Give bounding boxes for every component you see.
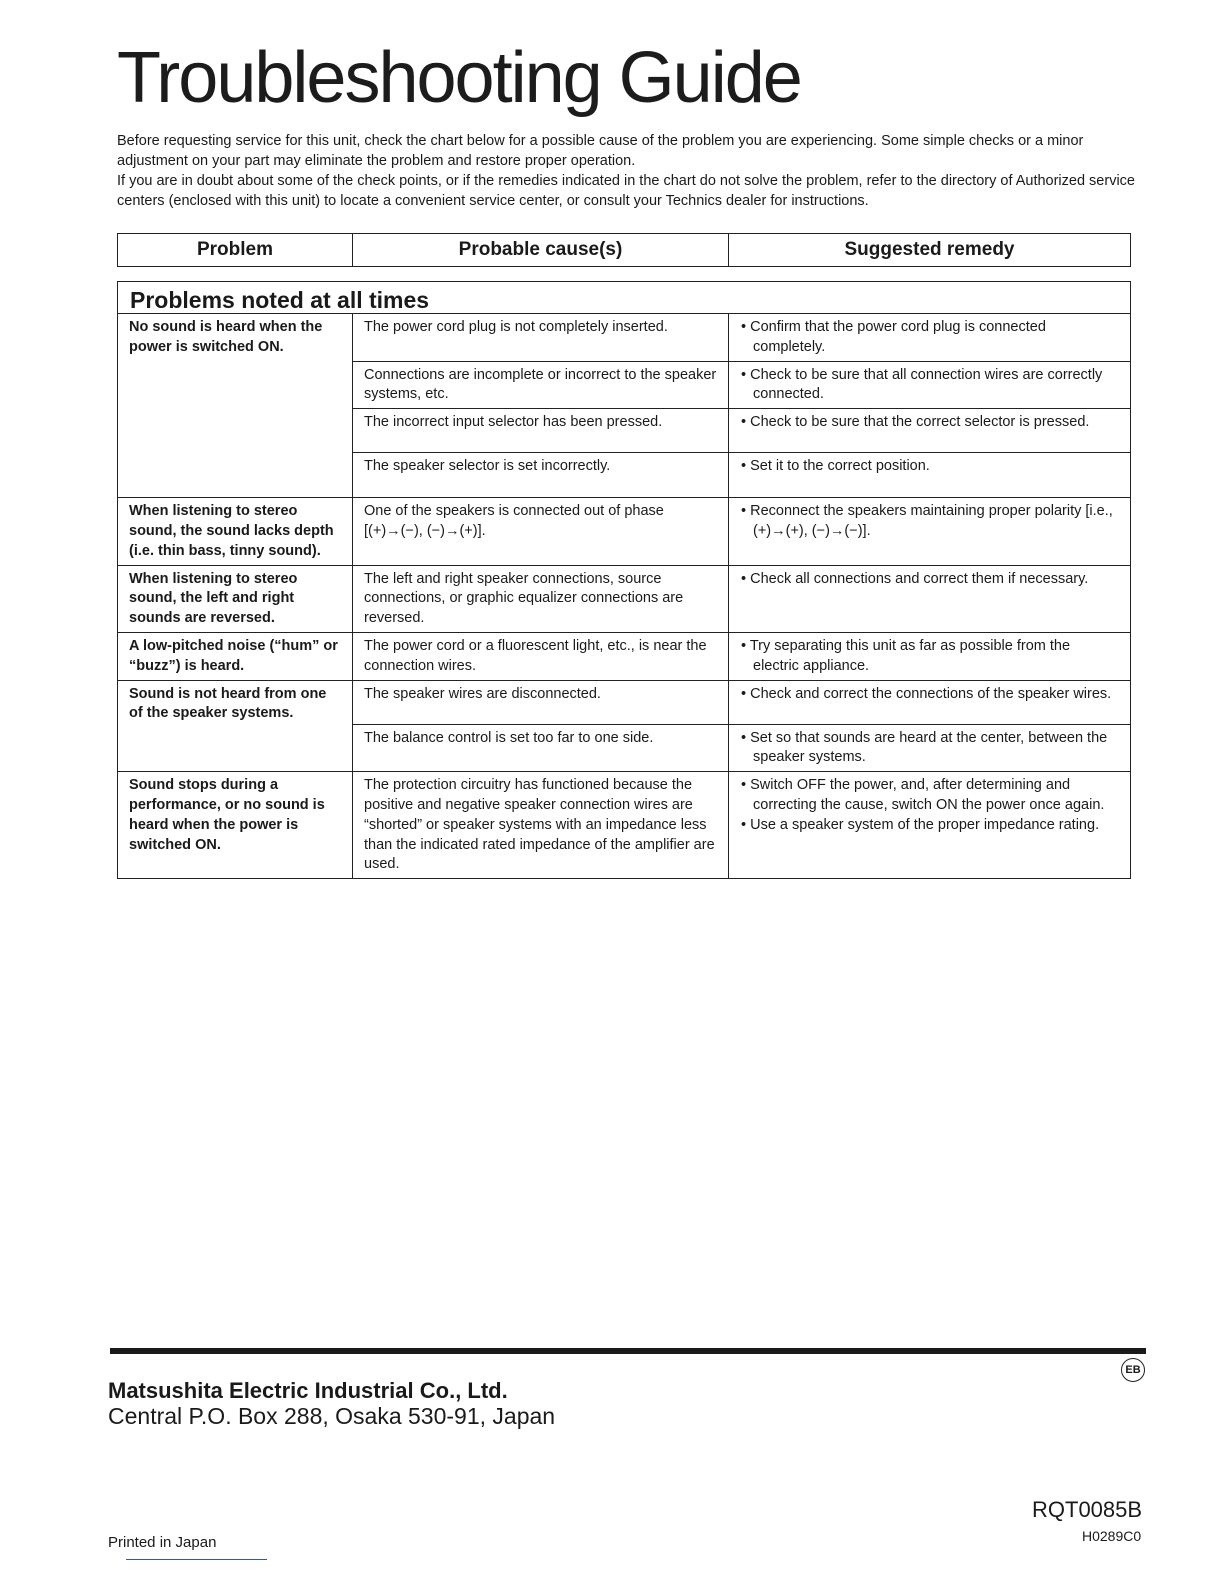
printed-in-label: Printed in Japan [108, 1534, 217, 1551]
remedy-cell [729, 680, 1131, 724]
remedy-text: • Reconnect the speakers maintaining proper polarity [i.e., (+)→(+), (−)→(−)]. [741, 502, 1120, 542]
cause-cell: Connections are incomplete or incorrect to the speaker systems, etc. [353, 361, 729, 409]
cause-cell: The left and right speaker connections, source connections, or graphic equalizer connections are reversed. [353, 565, 729, 632]
remedy-text: • Confirm that the power cord plug is connected completely. [741, 318, 1120, 358]
cause-cell: The speaker selector is set incorrectly. [353, 453, 729, 498]
printed-underline [126, 1559, 267, 1560]
remedy-text: • Check to be sure that the correct selector is pressed. [741, 413, 1120, 433]
document-subcode: H0289C0 [1082, 1528, 1142, 1544]
header-probable-cause: Probable cause(s) [353, 234, 729, 267]
company-address: Central P.O. Box 288, Osaka 530-91, Japan [108, 1403, 556, 1429]
remedy-cell [729, 632, 1131, 680]
cause-cell: The power cord or a fluorescent light, etc., is near the connection wires. [353, 632, 729, 680]
troubleshooting-table [117, 281, 1131, 879]
table-header [117, 233, 1131, 267]
remedy-text: • Check to be sure that all connection wires are correctly connected. [741, 366, 1120, 406]
problem-cell: When listening to stereo sound, the sound lacks depth (i.e. thin bass, tinny sound). [118, 498, 353, 565]
header-problem: Problem [118, 234, 353, 267]
table-row [118, 565, 1131, 632]
problem-cell: When listening to stereo sound, the left and right sounds are reversed. [118, 565, 353, 632]
eb-region-mark: EB [1121, 1358, 1145, 1382]
cause-cell: One of the speakers is connected out of phase [(+)→(−), (−)→(+)]. [353, 498, 729, 565]
table-row [118, 498, 1131, 565]
problem-cell: A low-pitched noise (“hum” or “buzz”) is heard. [118, 632, 353, 680]
cause-cell: The incorrect input selector has been pressed. [353, 409, 729, 453]
problem-cell: Sound stops during a performance, or no sound is heard when the power is switched ON. [118, 772, 353, 879]
remedy-text: • Check and correct the connections of the speaker wires. [741, 685, 1120, 705]
remedy-text: • Set it to the correct position. [741, 457, 1120, 477]
cause-cell: The speaker wires are disconnected. [353, 680, 729, 724]
section-title: Problems noted at all times [118, 282, 1131, 314]
remedy-cell [729, 409, 1131, 453]
cause-cell: The power cord plug is not completely inserted. [353, 314, 729, 362]
remedy-text: • Set so that sounds are heard at the center, between the speaker systems. [741, 729, 1120, 769]
footer-divider [110, 1348, 1146, 1354]
table-row [118, 772, 1131, 879]
remedy-cell [729, 772, 1131, 879]
intro-paragraph-2: If you are in doubt about some of the check points, or if the remedies indicated in the chart do not solve the problem, refer to the directory of Authorized service centers (enclosed with this unit) to locate a convenient service center, or consult your Technics dealer for instructions. [117, 173, 1135, 209]
remedy-cell [729, 565, 1131, 632]
remedy-cell [729, 724, 1131, 772]
remedy-text: • Use a speaker system of the proper impedance rating. [741, 816, 1120, 836]
header-suggested-remedy: Suggested remedy [729, 234, 1131, 267]
table-row [118, 680, 1131, 724]
company-name: Matsushita Electric Industrial Co., Ltd. [108, 1378, 508, 1403]
remedy-text: • Try separating this unit as far as possible from the electric appliance. [741, 637, 1120, 677]
remedy-cell [729, 453, 1131, 498]
cause-cell: The balance control is set too far to one side. [353, 724, 729, 772]
table-row [118, 314, 1131, 362]
remedy-text: • Switch OFF the power, and, after determining and correcting the cause, switch ON the power once again. [741, 776, 1120, 816]
cause-cell: The protection circuitry has functioned because the positive and negative speaker connection wires are “shorted” or speaker systems with an impedance less than the indicated rated impedance of the amplifier are used. [353, 772, 729, 879]
problem-cell: Sound is not heard from one of the speaker systems. [118, 680, 353, 772]
intro-paragraph-1: Before requesting service for this unit, check the chart below for a possible cause of the problem you are experiencing. Some simple checks or a minor adjustment on your part may eliminate the problem and restore proper operation. [117, 133, 1084, 169]
remedy-cell [729, 361, 1131, 409]
remedy-cell [729, 498, 1131, 565]
page-title: Troubleshooting Guide [117, 38, 801, 118]
intro-text [117, 131, 1137, 211]
problem-cell: No sound is heard when the power is switched ON. [118, 314, 353, 498]
table-row [118, 632, 1131, 680]
remedy-text: • Check all connections and correct them if necessary. [741, 570, 1120, 590]
document-code: RQT0085B [1032, 1497, 1143, 1522]
remedy-cell [729, 314, 1131, 362]
